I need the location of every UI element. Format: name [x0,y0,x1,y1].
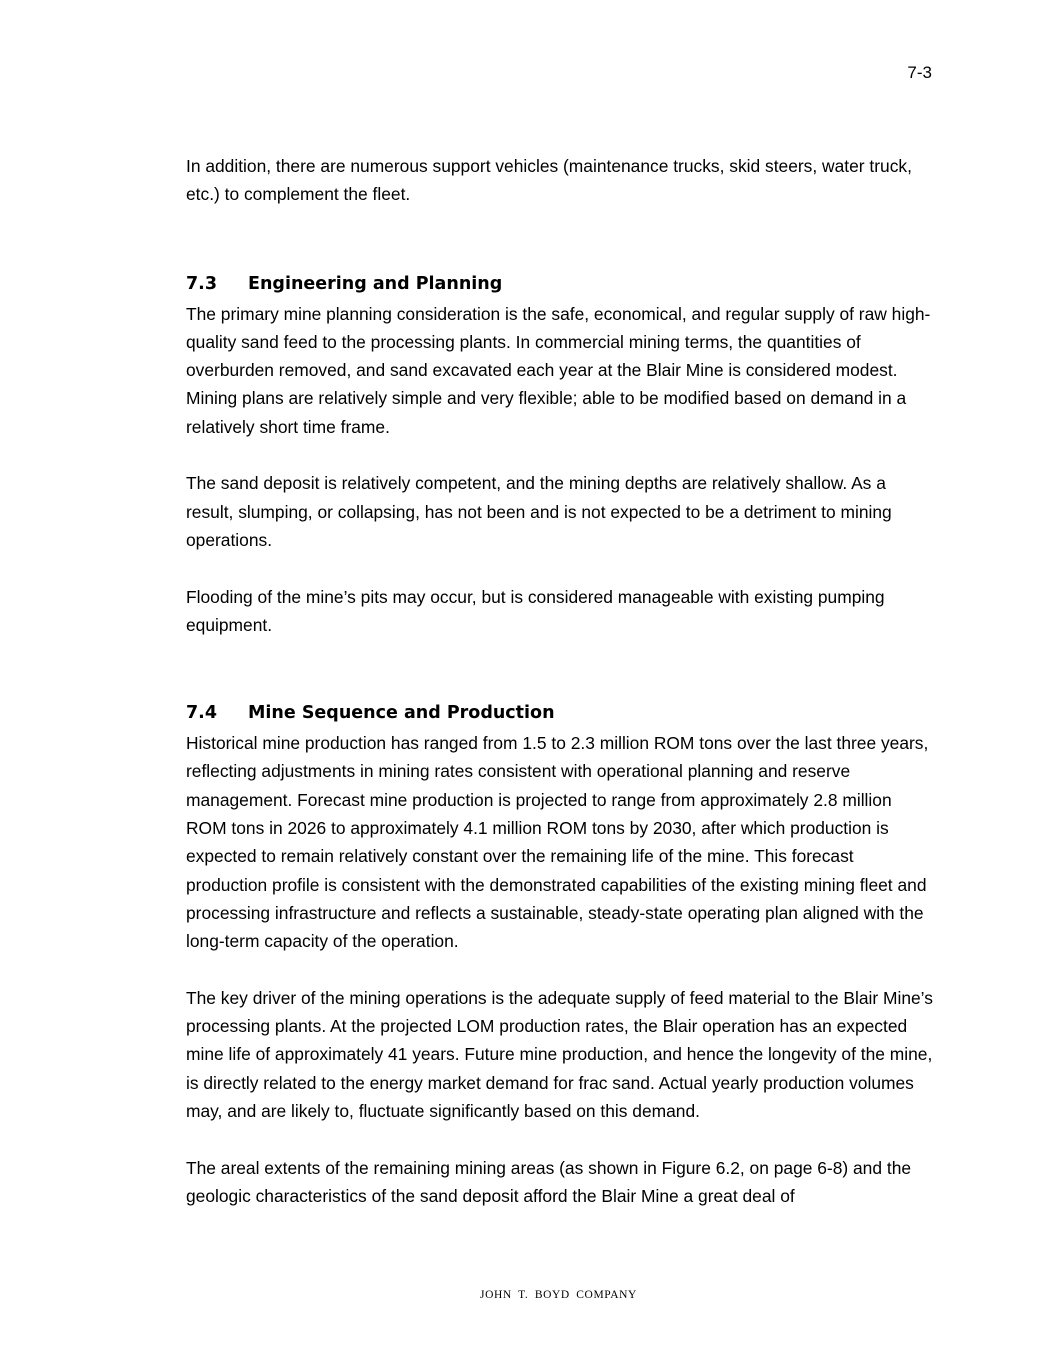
section-title: Engineering and Planning [248,273,503,294]
paragraph: Flooding of the mine’s pits may occur, but is considered manageable with existing pumping equipment. [186,586,885,635]
document-body [186,152,934,1210]
section-number: 7.3 [186,273,218,294]
section-title: Mine Sequence and Production [248,703,555,724]
intro-paragraph: In addition, there are numerous support vehicles (maintenance trucks, skid steers, water truck, etc.) to complement the fleet. [186,156,912,205]
paragraph: The key driver of the mining operations is the adequate supply of feed material to the Blair Mine’s processing plants. At the projected LOM production rates, the Blair operation has an expected mine life of approximately 41 years. Future mine production, and hence the longevity of the mine, is directly related to the energy market demand for frac sand. Actual yearly production volumes may, and are likely to, fluctuate significantly based on this demand. [186,987,933,1122]
section-heading-7-4 [186,701,934,725]
paragraph: The primary mine planning consideration is the safe, economical, and regular supply of raw high-quality sand feed to the processing plants. In commercial mining terms, the quantities of overburden removed, and sand excavated each year at the Blair Mine is considered modest. Mining plans are relatively simple and very flexible; able to be modified based on demand in a relatively short time frame. [186,303,931,437]
section-number: 7.4 [186,703,218,724]
paragraph: The sand deposit is relatively competent, and the mining depths are relatively shallow. As a result, slumping, or collapsing, has not been and is not expected to be a detriment to mining operations. [186,473,892,550]
paragraph: The areal extents of the remaining mining areas (as shown in Figure 6.2, on page 6-8) and the geologic characteristics of the sand deposit afford the Blair Mine a great deal of [186,1157,912,1206]
paragraph: Historical mine production has ranged from 1.5 to 2.3 million ROM tons over the last three years, reflecting adjustments in mining rates consistent with operational planning and reserve management. Forecast mine production is projected to range from approximately 2.8 million ROM tons in 2026 to approximately 4.1 million ROM tons by 2030, after which production is expected to remain relatively constant over the remaining life of the mine. This forecast production profile is consistent with the demonstrated capabilities of the existing mining fleet and processing infrastructure and reflects a sustainable, steady-state operating plan aligned with the long-term capacity of the operation. [186,733,929,952]
section-heading-7-3 [186,272,934,296]
footer-company-name: JOHN T. BOYD COMPANY [480,1289,637,1301]
page-number: 7-3 [907,63,932,82]
